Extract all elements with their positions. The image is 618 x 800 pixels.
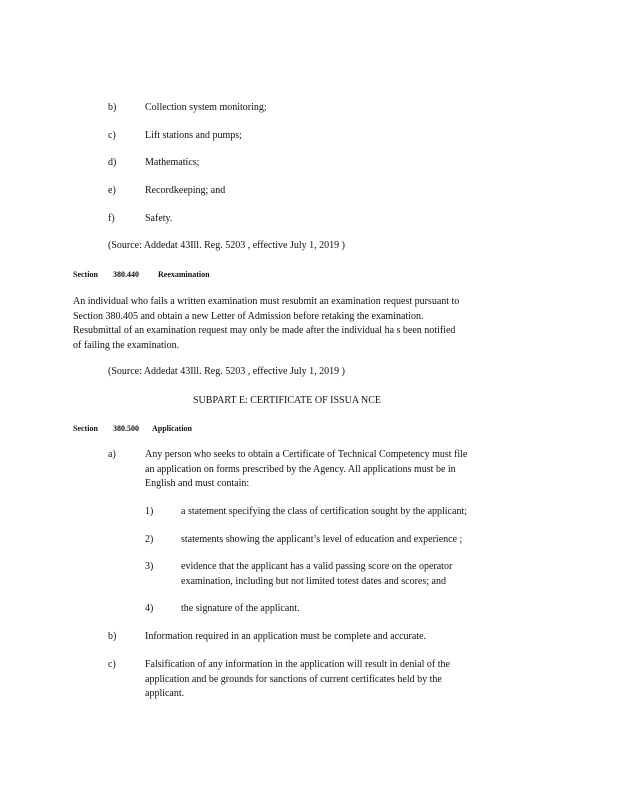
- item-label: b): [108, 631, 117, 642]
- list-item-label: d): [108, 157, 117, 168]
- sub-item-text: statements showing the applicant’s level of education and experience ;: [181, 534, 463, 545]
- item-text: Information required in an application must be complete and accurate.: [145, 631, 427, 642]
- item-label: a): [108, 449, 116, 460]
- list-item-label: b): [108, 102, 117, 113]
- list-item-text: Safety.: [145, 213, 173, 224]
- section-title: Application: [152, 424, 193, 433]
- list-item-text: Mathematics;: [145, 157, 200, 168]
- list-item-label: e): [108, 185, 116, 196]
- list-item-text: Lift stations and pumps;: [145, 130, 242, 141]
- sub-item-label: 2): [145, 534, 154, 545]
- section-title: Reexamination: [158, 270, 210, 279]
- section-label: Section: [73, 270, 98, 279]
- list-item-text: Recordkeeping; and: [145, 185, 226, 196]
- list-item-label: f): [108, 213, 115, 224]
- section-label: Section: [73, 424, 98, 433]
- section-number: 380.500: [113, 424, 139, 433]
- item-text: Any person who seeks to obtain a Certificate of Technical Competency must file an application on forms prescribed by the Agency. All applications must be in English and must contain:: [145, 449, 468, 489]
- source-note: (Source: Addedat 43Ill. Reg. 5203 , effective July 1, 2019 ): [108, 240, 345, 251]
- sub-item-text: evidence that the applicant has a valid passing score on the operator examination, including but not limited totest dates and scores; and: [181, 561, 453, 587]
- section-number: 380.440: [113, 270, 139, 279]
- item-text: Falsification of any information in the application will result in denial of the application and be grounds for sanctions of current certificates held by the applicant.: [145, 659, 450, 699]
- sub-item-text: the signature of the applicant.: [181, 603, 300, 614]
- item-label: c): [108, 659, 116, 670]
- list-item-text: Collection system monitoring;: [145, 102, 267, 113]
- source-note: (Source: Addedat 43Ill. Reg. 5203 , effective July 1, 2019 ): [108, 366, 345, 377]
- section-paragraph: An individual who fails a written examination must resubmit an examination request pursuant to Section 380.405 and obtain a new Letter of Admission before retaking the examination. Resubmittal of an examination request may only be made after the individual ha s been notified of failing the examination.: [73, 296, 460, 351]
- subpart-heading: SUBPART E: CERTIFICATE OF ISSUA NCE: [193, 395, 382, 406]
- sub-item-label: 4): [145, 603, 154, 614]
- list-item-label: c): [108, 130, 116, 141]
- sub-item-label: 1): [145, 506, 154, 517]
- sub-item-text: a statement specifying the class of certification sought by the applicant;: [181, 506, 468, 517]
- sub-item-label: 3): [145, 561, 154, 572]
